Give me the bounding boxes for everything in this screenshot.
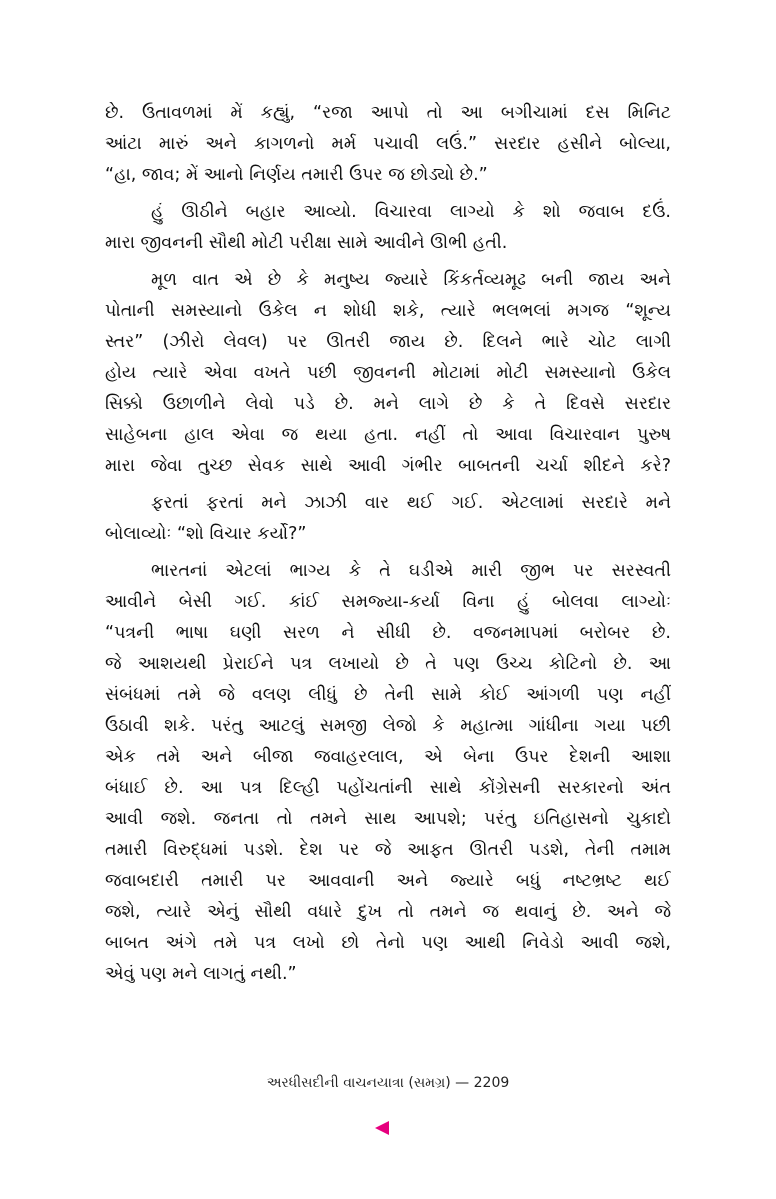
- text-line: પોતાની સમસ્યાનો ઉકેલ ન શોધી શકે, ત્યારે ભલભલાં મગજ “શૂન્ય: [105, 301, 671, 321]
- text-line: મારા જેવા તુચ્છ સેવક સાથે આવી ગંભીર બાબતની ચર્ચા શીદને કરે?: [105, 456, 671, 476]
- text-line: મૂળ વાત એ છે કે મનુષ્ય જ્યારે કિંકર્તવ્યમૂઢ બની જાય અને: [151, 270, 671, 290]
- text-line: આવીને બેસી ગઈ. કાંઈ સમજ્યા-કર્યા વિના હું બોલવા લાગ્યોઃ: [105, 592, 671, 612]
- text-line: જશે, ત્યારે એનું સૌથી વધારે દુખ તો તમને જ થવાનું છે. અને જે: [105, 902, 671, 922]
- text-line: મારા જીવનની સૌથી મોટી પરીક્ષા સામે આવીને ઊભી હતી.: [105, 233, 508, 253]
- text-line: બાબત અંગે તમે પત્ર લખો છો તેનો પણ આથી નિવેડો આવી જશે,: [105, 933, 671, 953]
- text-line: છે. ઉતાવળમાં મેં કહ્યું, “રજા આપો તો આ બગીચામાં દસ મિનિટ: [105, 103, 671, 123]
- text-line: એવું પણ મને લાગતું નથી.”: [105, 964, 297, 984]
- text-line: હોય ત્યારે એવા વખતે પછી જીવનની મોટામાં મોટી સમસ્યાનો ઉકેલ: [105, 363, 671, 383]
- text-line: “પત્રની ભાષા ઘણી સરળ ને સીધી છે. વજનમાપમાં બરોબર છે.: [105, 623, 671, 643]
- paragraph-2: [105, 197, 671, 259]
- paragraph-4: [105, 488, 671, 550]
- text-line: સંબંધમાં તમે જે વલણ લીધું છે તેની સામે કોઈ આંગળી પણ નહીં: [105, 685, 671, 705]
- paragraph-5: [105, 556, 671, 990]
- text-line: આંટા મારું અને કાગળનો મર્મ પચાવી લઉં.” સરદાર હસીને બોલ્યા,: [105, 134, 671, 154]
- text-line: હું ઊઠીને બહાર આવ્યો. વિચારવા લાગ્યો કે શો જવાબ દઉં.: [151, 202, 671, 222]
- text-line: જવાબદારી તમારી પર આવવાની અને જ્યારે બધું નષ્ટભ્રષ્ટ થઈ: [105, 871, 671, 891]
- text-line: “હા, જાવ; મેં આનો નિર્ણય તમારી ઉપર જ છોડ્યો છે.”: [105, 165, 488, 185]
- text-line: ફરતાં ફરતાં મને ઝાઝી વાર થઈ ગઈ. એટલામાં સરદારે મને: [151, 493, 671, 513]
- paragraph-1: [105, 98, 671, 191]
- page-footer: અરધીસદીની વાચનયાત્રા (સમગ્ર) — 2209: [266, 1075, 510, 1091]
- text-line: ભારતનાં એટલાં ભાગ્ય કે તે ઘડીએ મારી જીભ પર સરસ્વતી: [151, 561, 671, 581]
- text-line: બોલાવ્યોઃ “શો વિચાર કર્યો?”: [105, 524, 307, 544]
- text-line: જે આશયથી પ્રેરાઈને પત્ર લખાયો છે તે પણ ઉચ્ચ કોટિનો છે. આ: [105, 654, 671, 674]
- paragraph-3: [105, 265, 671, 482]
- text-line: સાહેબના હાલ એવા જ થયા હતા. નહીં તો આવા વિચારવાન પુરુષ: [105, 425, 671, 445]
- text-line: એક તમે અને બીજા જવાહરલાલ, એ બેના ઉપર દેશની આશા: [105, 747, 671, 767]
- text-line: ઉઠાવી શકે. પરંતુ આટલું સમજી લેજો કે મહાત્મા ગાંધીના ગયા પછી: [105, 716, 671, 736]
- text-line: આવી જશે. જનતા તો તમને સાથ આપશે; પરંતુ ઇતિહાસનો ચુકાદો: [105, 809, 671, 829]
- left-triangle-icon[interactable]: [375, 1121, 389, 1135]
- text-line: સ્તર” (ઝીરો લેવલ) પર ઊતરી જાય છે. દિલને ભારે ચોટ લાગી: [105, 332, 671, 352]
- text-line: સિક્કો ઉછાળીને લેવો પડે છે. મને લાગે છે કે તે દિવસે સરદાર: [105, 394, 671, 414]
- text-line: તમારી વિરુદ્ધમાં પડશે. દેશ પર જે આફત ઊતરી પડશે, તેની તમામ: [105, 840, 671, 860]
- page-body: [105, 98, 671, 990]
- text-line: બંધાઈ છે. આ પત્ર દિલ્હી પહોંચતાંની સાથે કોંગ્રેસની સરકારનો અંત: [105, 778, 671, 798]
